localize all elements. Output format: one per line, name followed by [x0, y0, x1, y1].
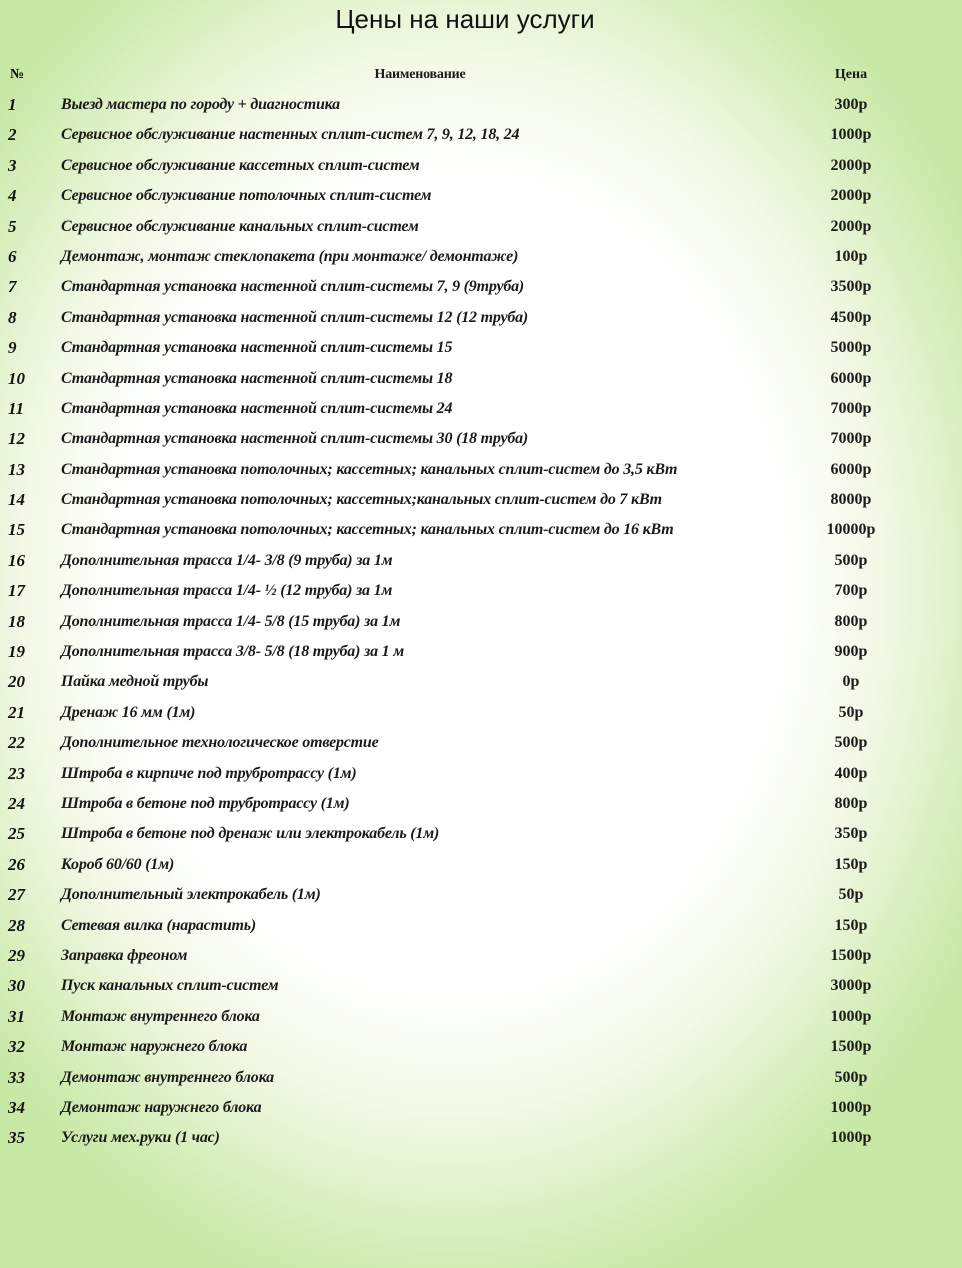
row-number: 13	[8, 459, 25, 479]
service-price: 1500р	[830, 1038, 872, 1056]
row-number: 2	[8, 125, 17, 145]
table-row	[0, 698, 962, 728]
service-name: Дренаж 16 мм (1м)	[61, 703, 196, 721]
table-row	[0, 272, 962, 302]
row-number: 33	[8, 1067, 25, 1087]
service-name: Стандартная установка настенной сплит-системы 7, 9 (9труба)	[61, 278, 525, 296]
service-name: Дополнительная трасса 1/4- ½ (12 труба) за 1м	[61, 582, 393, 600]
service-name: Стандартная установка потолочных; кассетных;канальных сплит-систем до 7 кВт	[61, 491, 662, 509]
service-name: Демонтаж наружнего блока	[61, 1098, 262, 1116]
service-price: 3500р	[830, 278, 872, 296]
row-number: 17	[8, 581, 25, 601]
table-row	[0, 819, 962, 849]
service-name: Стандартная установка настенной сплит-системы 30 (18 труба)	[61, 430, 529, 448]
row-number: 35	[8, 1128, 25, 1148]
service-name: Монтаж внутреннего блока	[61, 1007, 260, 1025]
table-row	[0, 1123, 962, 1153]
service-name: Стандартная установка потолочных; кассетных; канальных сплит-систем до 16 кВт	[61, 521, 674, 539]
service-name: Стандартная установка настенной сплит-системы 24	[61, 399, 453, 417]
service-price: 700р	[834, 582, 868, 600]
table-row	[0, 941, 962, 971]
table-header-row	[0, 60, 962, 90]
service-price: 1000р	[830, 1007, 872, 1025]
service-name: Пайка медной трубы	[61, 673, 209, 691]
row-number: 20	[8, 672, 25, 692]
row-number: 1	[8, 95, 17, 114]
service-price: 500р	[834, 734, 868, 752]
service-price: 500р	[834, 1068, 868, 1086]
service-price: 7000р	[830, 430, 872, 448]
table-row	[0, 607, 962, 637]
row-number: 5	[8, 216, 17, 236]
table-row	[0, 1002, 962, 1032]
table-row	[0, 759, 962, 789]
table-row	[0, 181, 962, 211]
service-name: Сервисное обслуживание настенных сплит-систем 7, 9, 12, 18, 24	[61, 126, 520, 144]
service-price: 400р	[834, 764, 868, 782]
service-name: Штроба в кирпиче под трубротрассу (1м)	[61, 764, 357, 782]
service-price: 7000р	[830, 399, 872, 417]
table-row	[0, 333, 962, 363]
service-price: 10000р	[826, 521, 876, 539]
row-number: 14	[8, 490, 25, 510]
service-price: 0р	[842, 673, 860, 691]
table-body	[0, 90, 962, 1154]
row-number: 16	[8, 550, 25, 570]
service-price: 150р	[834, 916, 868, 934]
service-name: Штроба в бетоне под трубротрассу (1м)	[61, 794, 350, 812]
table-row	[0, 242, 962, 272]
table-row	[0, 394, 962, 424]
service-price: 800р	[834, 794, 868, 812]
table-row	[0, 1063, 962, 1093]
table-row	[0, 667, 962, 697]
service-price: 8000р	[830, 491, 872, 509]
service-name: Дополнительная трасса 3/8- 5/8 (18 труба) за 1 м	[61, 643, 405, 661]
service-price: 6000р	[830, 460, 872, 478]
service-price: 6000р	[830, 369, 872, 387]
row-number: 24	[8, 793, 25, 813]
service-name: Дополнительная трасса 1/4- 5/8 (15 труба) за 1м	[61, 612, 401, 630]
table-row	[0, 911, 962, 941]
service-price: 500р	[834, 551, 868, 569]
service-name: Сервисное обслуживание потолочных сплит-систем	[61, 187, 432, 205]
service-price: 350р	[834, 825, 868, 843]
row-number: 25	[8, 824, 25, 844]
service-price: 50р	[838, 703, 864, 721]
service-name: Сервисное обслуживание канальных сплит-систем	[61, 217, 419, 235]
table-row	[0, 90, 962, 120]
service-name: Демонтаж, монтаж стеклопакета (при монтаже/ демонтаже)	[61, 247, 519, 265]
row-number: 12	[8, 429, 25, 449]
service-name: Стандартная установка настенной сплит-системы 18	[61, 369, 453, 387]
row-number: 4	[8, 186, 17, 206]
service-name: Сетевая вилка (нарастить)	[61, 916, 257, 934]
service-price: 300р	[834, 96, 868, 113]
table-row	[0, 424, 962, 454]
table-row	[0, 971, 962, 1001]
service-price: 4500р	[830, 308, 872, 326]
service-price: 50р	[838, 886, 864, 904]
table-row	[0, 728, 962, 758]
column-header-num: №	[10, 67, 25, 82]
service-name: Заправка фреоном	[61, 946, 188, 964]
service-name: Дополнительный электрокабель (1м)	[61, 886, 321, 904]
table-row	[0, 455, 962, 485]
table-row	[0, 212, 962, 242]
row-number: 18	[8, 611, 25, 631]
row-number: 21	[8, 702, 25, 722]
service-name: Монтаж наружнего блока	[61, 1038, 248, 1056]
table-row	[0, 789, 962, 819]
service-name: Выезд мастера по городу + диагностика	[61, 96, 340, 113]
row-number: 28	[8, 915, 25, 935]
row-number: 7	[8, 277, 17, 297]
table-row	[0, 1093, 962, 1123]
row-number: 3	[8, 155, 17, 175]
service-price: 800р	[834, 612, 868, 630]
row-number: 27	[8, 885, 25, 905]
service-price: 5000р	[830, 339, 872, 357]
table-row	[0, 1032, 962, 1062]
service-name: Сервисное обслуживание кассетных сплит-систем	[61, 156, 420, 174]
price-table	[0, 60, 962, 1154]
service-name: Стандартная установка потолочных; кассетных; канальных сплит-систем до 3,5 кВт	[61, 460, 678, 478]
service-name: Штроба в бетоне под дренаж или электрокабель (1м)	[61, 825, 440, 843]
service-price: 100р	[834, 247, 868, 265]
page-title: Цены на наши услуги	[335, 4, 595, 34]
row-number: 32	[8, 1037, 25, 1057]
service-name: Дополнительная трасса 1/4- 3/8 (9 труба) за 1м	[61, 551, 393, 569]
row-number: 8	[8, 307, 17, 327]
service-price: 1000р	[830, 1098, 872, 1116]
row-number: 29	[8, 945, 25, 965]
row-number: 31	[8, 1006, 25, 1026]
service-price: 2000р	[830, 217, 872, 235]
row-number: 34	[8, 1097, 25, 1117]
table-row	[0, 850, 962, 880]
service-name: Дополнительное технологическое отверстие	[61, 734, 379, 752]
row-number: 9	[8, 338, 17, 358]
row-number: 10	[8, 368, 25, 388]
service-price: 1000р	[830, 126, 872, 144]
column-header-price: Цена	[834, 67, 868, 82]
service-price: 2000р	[830, 187, 872, 205]
service-name: Пуск канальных сплит-систем	[61, 977, 279, 995]
service-name: Демонтаж внутреннего блока	[61, 1068, 274, 1086]
table-row	[0, 303, 962, 333]
table-row	[0, 151, 962, 181]
row-number: 30	[8, 976, 25, 996]
table-row	[0, 546, 962, 576]
table-row	[0, 515, 962, 545]
row-number: 26	[8, 854, 25, 874]
table-row	[0, 880, 962, 910]
service-name: Стандартная установка настенной сплит-системы 15	[61, 339, 453, 357]
service-name: Стандартная установка настенной сплит-системы 12 (12 труба)	[61, 308, 529, 326]
row-number: 6	[8, 246, 17, 266]
service-price: 900р	[834, 643, 868, 661]
table-row	[0, 637, 962, 667]
service-price: 1000р	[830, 1129, 872, 1147]
row-number: 11	[8, 398, 25, 418]
row-number: 15	[8, 520, 25, 540]
row-number: 22	[8, 733, 25, 753]
row-number: 19	[8, 642, 25, 662]
service-price: 3000р	[830, 977, 872, 995]
table-row	[0, 485, 962, 515]
table-row	[0, 576, 962, 606]
row-number: 23	[8, 763, 25, 783]
service-name: Услуги мех.руки (1 час)	[61, 1129, 220, 1147]
table-row	[0, 120, 962, 150]
service-price: 2000р	[830, 156, 872, 174]
column-header-name: Наименование	[374, 67, 466, 82]
service-price: 1500р	[830, 946, 872, 964]
service-price: 150р	[834, 855, 868, 873]
table-row	[0, 364, 962, 394]
service-name: Короб 60/60 (1м)	[61, 855, 175, 873]
